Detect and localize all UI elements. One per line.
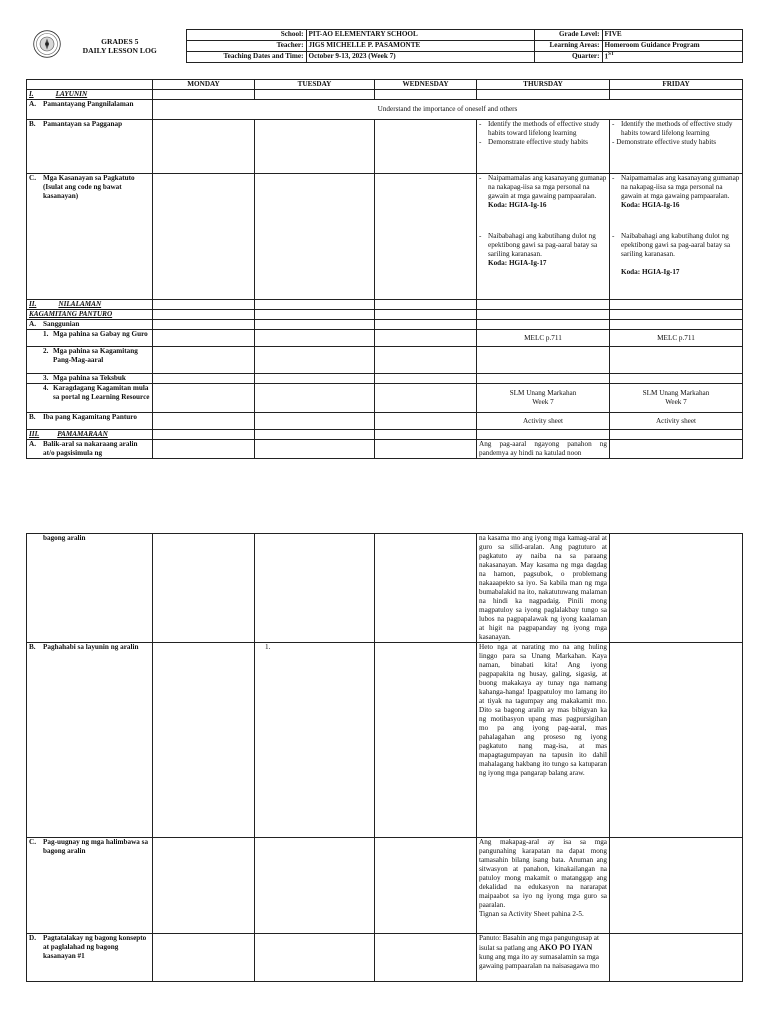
day-friday: FRIDAY [610,80,743,90]
fri-other-materials: Activity sheet [610,413,743,430]
school-value: PIT-AO ELEMENTARY SCHOOL [306,30,534,41]
row-pag-uugnay: C. Pag-uugnay ng mga halimbawa sa bagong aralin [27,838,153,934]
header-table [26,29,743,63]
section-kagamitang-panturo: KAGAMITANG PANTURO [27,310,153,320]
row-balik-aral-continued: bagong aralin [27,534,153,643]
row-sanggunian: A. Sanggunian [27,320,153,330]
dates-label: Teaching Dates and Time: [186,52,306,63]
school-label: School: [186,30,306,41]
row-karagdagang-kagamitan: 4. Karagdagang Kagamitan mula sa portal ng Learning Resource [27,384,153,413]
thu-additional-materials: SLM Unang Markahan Week 7 [477,384,610,413]
thu-examples: Ang makapag-aral ay isa sa mga pangunahing karapatan na dapat mong tamasahin bilang isang bata. Anuman ang sitwasyon at panahon, kinakailangan na patuloy mong makamit o matanggap ang dekalidad na edukasyon na nararapat maipaabot sa iyo ng iyong mga guro sa paaralan. Tignan sa Activity Sheet pahina 2-5. [477,838,610,934]
teacher-value: JIGS MICHELLE P. PASAMONTE [306,41,534,52]
thu-motivation: Heto nga at narating mo na ang huling linggo para sa Unang Markahan. Kaya naman, binabati kita! Ang iyong pagpapakita ng husay, galing, sigasig, at buong makakaya ay tunay nga namang kahanga-hanga! Ipagpatuloy mo lamang ito at tiyak na tagumpay ang makakamit mo. Dito sa bagong aralin ay mas bibigyan ka ng motibasyon upang mas pagpursigihan mo pa ang iyong pag-aaral, mas pahalagahan ang proseso ng iyong pagkatuto nang mag-isa, at mas mapagtagumpayan na tapusin ito dahil mahalagang hakbang ito tungo sa katuparan ng iyong mga pangarap balang araw. [477,643,610,838]
thu-review-text: Ang pag-aaral ngayong panahon ng pandemya ay hindi na katulad noon [477,440,610,459]
thu-discussion: Panuto: Basahin ang mga pangungusap at isulat sa patlang ang AKO PO IYAN kung ang mga ito ay sumasalamin sa mga gawaing pampaaralan na naisasagawa mo [477,934,610,982]
grade-label: Grade Level: [534,30,602,41]
quarter-label: Quarter: [534,52,602,63]
row-pagtatalakay: D. Pagtatalakay ng bagong konsepto at paglalahad ng bagong kasanayan #1 [27,934,153,982]
thu-guide-pages: MELC p.711 [477,330,610,347]
row-paghahabi: B. Paghahabi sa layunin ng aralin [27,643,153,838]
day-header-row [27,80,743,90]
row-gabay-ng-guro: 1. Mga pahina sa Gabay ng Guro [27,330,153,347]
row-pamantayang-pangnilalaman: A. Pamantayang Pangnilalaman [27,100,153,120]
row-iba-pang-kagamitan: B. Iba pang Kagamitang Panturo [27,413,153,430]
content-standard: Understand the importance of oneself and others [153,100,743,120]
row-teksbuk: 3. Mga pahina sa Teksbuk [27,374,153,384]
lesson-log-table-continued [26,533,743,982]
row-mga-kasanayan: C. Mga Kasanayan sa Pagkatuto (Isulat ang code ng bawat kasanayan) [27,174,153,300]
area-value: Homeroom Guidance Program [602,41,742,52]
quarter-value: 1ST [602,52,742,63]
grade-value: FIVE [602,30,742,41]
thu-competencies: - Naipamamalas ang kasanayang gumanap na nakapag-iisa sa mga personal na gawain at mga gawaing pampaaralan. Koda: HGIA-Ig-16 - Naibabahagi ang kabutihang dulot ng epektibong gawi sa pag-aaral batay sa sariling karanasan. Koda: HGIA-Ig-17 [477,174,610,300]
day-monday: MONDAY [153,80,255,90]
fri-competencies: - Naipamamalas ang kasanayang gumanap na nakapag-iisa sa mga personal na gawain at mga gawaing pampaaralan. Koda: HGIA-Ig-16 - Naibabahagi ang kabutihang dulot ng epektibong gawi sa pag-aaral batay sa sariling karanasan. Koda: HGIA-Ig-17 [610,174,743,300]
thu-other-materials: Activity sheet [477,413,610,430]
area-label: Learning Areas: [534,41,602,52]
teacher-label: Teacher: [186,41,306,52]
section-layunin: I. LAYUNIN [27,90,153,100]
fri-performance: - Identify the methods of effective study habits toward lifelong learning - Demonstrate effective study habits [610,120,743,174]
day-tuesday: TUESDAY [255,80,375,90]
row-pamantayan-sa-pagganap: B. Pamantayan sa Pagganap [27,120,153,174]
lesson-log-table [26,79,743,459]
section-nilalaman: II. NILALAMAN [27,300,153,310]
page-title: GRADES 5 DAILY LESSON LOG [82,36,157,55]
dates-value: October 9-13, 2023 (Week 7) [306,52,534,63]
row-kagamitang-pang-mag-aaral: 2. Mga pahina sa Kagamitang Pang-Mag-aaral [27,347,153,374]
day-wednesday: WEDNESDAY [375,80,477,90]
row-balik-aral: A. Balik-aral sa nakaraang aralin at/o pagsisimula ng [27,440,153,459]
thu-review-text-continued: na kasama mo ang iyong mga kamag-aral at guro sa silid-aralan. Ang pagtuturo at pagkatuto ay naiba na sa paraang nakasanayan. May kasama ng mga dagdag na hamon, pagsubok, o problemang nakaaapekto sa iyo. Sa kabila man ng mga bumabalakid na ito, nakatutuwang malaman na hindi ka nagpadaig. Pinili mong magpatuloy sa iyong paglalakbay tungo sa lubos na pagpapalawak ng iyong kaalaman at higit na pagpapanday ng iyong mga kasanayan. [477,534,610,643]
fri-guide-pages: MELC p.711 [610,330,743,347]
fri-additional-materials: SLM Unang Markahan Week 7 [610,384,743,413]
tue-motivation: 1. [255,643,375,838]
thu-performance: - Identify the methods of effective study habits toward lifelong learning - Demonstrate effective study habits [477,120,610,174]
section-pamamaraan: III. PAMAMARAAN [27,430,153,440]
day-thursday: THURSDAY [477,80,610,90]
